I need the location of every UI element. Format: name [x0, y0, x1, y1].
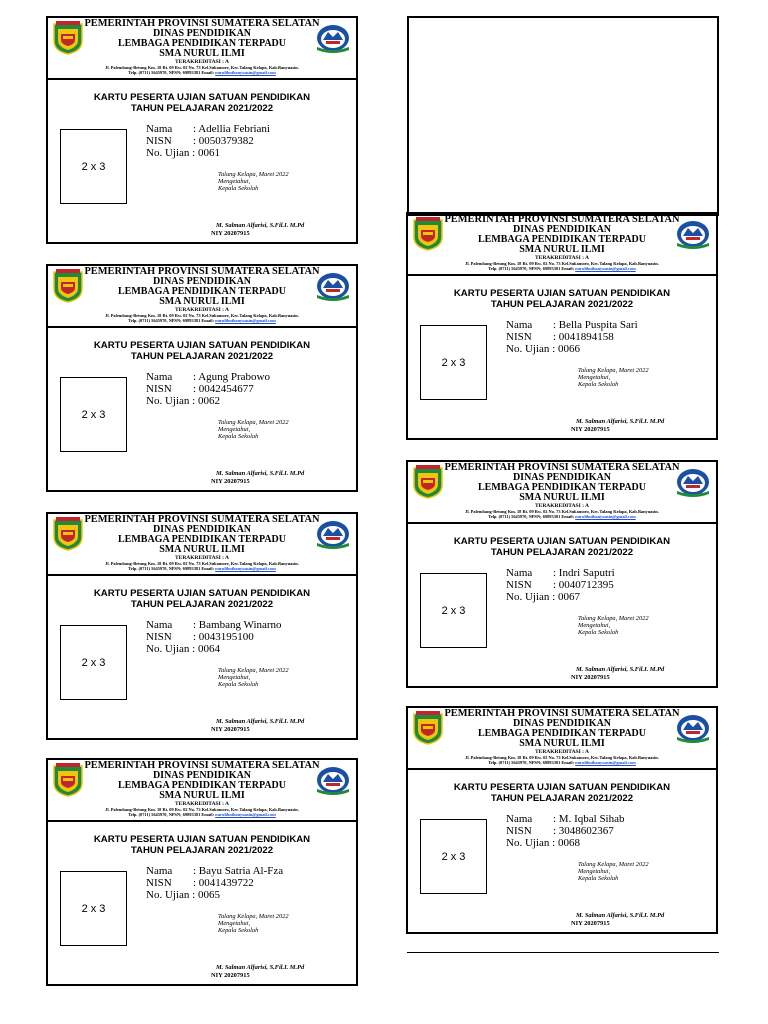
place-date: Talang Kelapa, Maret 2022: [218, 667, 289, 674]
card-body: [48, 576, 356, 738]
school-address: Jl. Palembang-Betung Km. 18 Rt. 09 Rw. 02 No. 73 Kel.Sukamoro, Kec.Talang Kelapa, Kab.Banyuasin.: [105, 807, 299, 812]
nisn-label: NISN: [506, 825, 532, 837]
exam-card-6: [406, 460, 718, 688]
student-nisn-row: [146, 383, 254, 395]
principal-name: M. Salman Alfarisi, S.Fil.I. M.Pd: [216, 470, 305, 477]
name-label: Nama: [146, 123, 173, 135]
student-nisn-row: [506, 579, 614, 591]
student-exam-number: 0062: [197, 395, 220, 407]
nisn-label: NISN: [506, 579, 532, 591]
card-body: [48, 328, 356, 490]
school-contact: [48, 318, 356, 323]
student-name: : M. Iqbal Sihab: [553, 813, 625, 825]
student-nisn-row: [146, 135, 254, 147]
card-title: KARTU PESERTA UJIAN SATUAN PENDIDIKAN: [93, 92, 311, 103]
letterhead-line-2: DINAS PENDIDIKAN: [512, 472, 612, 483]
card-body: [408, 276, 716, 438]
exam-number-label: No. Ujian :: [146, 147, 198, 159]
student-name-row: [146, 865, 283, 877]
letterhead-line-2: DINAS PENDIDIKAN: [512, 224, 612, 235]
student-name-row: [506, 319, 638, 331]
card-letterhead: [48, 266, 356, 328]
exam-card-1: [46, 16, 358, 244]
card-letterhead: [408, 214, 716, 276]
accreditation: TERAKREDITASI : A: [175, 59, 229, 65]
acknowledged-label: Mengetahui,: [218, 674, 251, 681]
card-year: TAHUN PELAJARAN 2021/2022: [490, 299, 634, 310]
school-email-link[interactable]: nurulilmibanyuasin@gmail.com: [215, 318, 276, 323]
card-letterhead: [48, 760, 356, 822]
student-name-row: [146, 371, 270, 383]
school-contact: [48, 566, 356, 571]
card-body: [48, 822, 356, 984]
letterhead-line-3: LEMBAGA PENDIDIKAN TERPADU: [478, 482, 646, 493]
principal-title: Kepala Sekolah: [218, 927, 259, 934]
accreditation: TERAKREDITASI : A: [535, 503, 589, 509]
card-title: KARTU PESERTA UJIAN SATUAN PENDIDIKAN: [93, 834, 311, 845]
student-nisn-row: [506, 825, 614, 837]
principal-name: M. Salman Alfarisi, S.Fil.I. M.Pd: [576, 666, 665, 673]
principal-name: M. Salman Alfarisi, S.Fil.I. M.Pd: [576, 418, 665, 425]
school-address: Jl. Palembang-Betung Km. 18 Rt. 09 Rw. 02 No. 73 Kel.Sukamoro, Kec.Talang Kelapa, Kab.Banyuasin.: [465, 509, 659, 514]
letterhead-line-3: LEMBAGA PENDIDIKAN TERPADU: [118, 286, 286, 297]
student-name: : Bambang Winarno: [193, 619, 282, 631]
student-exam-number: 0067: [557, 591, 580, 603]
place-date: Talang Kelapa, Maret 2022: [578, 367, 649, 374]
principal-niy: NIY 20207915: [571, 920, 610, 927]
letterhead-line-1: PEMERINTAH PROVINSI SUMATERA SELATAN: [84, 18, 320, 29]
student-nisn-row: [146, 631, 254, 643]
student-name: : Indri Saputri: [553, 567, 615, 579]
school-contact: [408, 760, 716, 765]
letterhead-line-1: PEMERINTAH PROVINSI SUMATERA SELATAN: [84, 514, 320, 525]
place-date: Talang Kelapa, Maret 2022: [218, 913, 289, 920]
letterhead-line-2: DINAS PENDIDIKAN: [152, 524, 252, 535]
exam-card-3: [46, 512, 358, 740]
school-name: SMA NURUL ILMI: [519, 492, 605, 503]
student-nisn: : 0043195100: [193, 631, 254, 643]
student-exam-row: [506, 837, 580, 849]
principal-niy: NIY 20207915: [211, 478, 250, 485]
card-letterhead: [48, 18, 356, 80]
name-label: Nama: [146, 865, 173, 877]
photo-placeholder: 2 x 3: [60, 871, 127, 946]
exam-card-7: [406, 706, 718, 934]
letterhead-line-1: PEMERINTAH PROVINSI SUMATERA SELATAN: [444, 462, 680, 473]
student-name-row: [146, 123, 270, 135]
name-label: Nama: [506, 319, 533, 331]
letterhead-line-3: LEMBAGA PENDIDIKAN TERPADU: [118, 534, 286, 545]
card-body: [48, 80, 356, 242]
exam-number-label: No. Ujian :: [146, 643, 198, 655]
photo-placeholder: 2 x 3: [60, 377, 127, 452]
exam-card-2: [46, 264, 358, 492]
contact-text: Telp. (0711) 5645970, NPSN; 69893381 Email:: [488, 514, 575, 519]
name-label: Nama: [146, 619, 173, 631]
acknowledged-label: Mengetahui,: [578, 622, 611, 629]
acknowledged-label: Mengetahui,: [218, 178, 251, 185]
student-name-row: [146, 619, 282, 631]
card-year: TAHUN PELAJARAN 2021/2022: [130, 845, 274, 856]
school-name: SMA NURUL ILMI: [159, 48, 245, 59]
principal-name: M. Salman Alfarisi, S.Fil.I. M.Pd: [576, 912, 665, 919]
card-title: KARTU PESERTA UJIAN SATUAN PENDIDIKAN: [93, 340, 311, 351]
school-address: Jl. Palembang-Betung Km. 18 Rt. 09 Rw. 02 No. 73 Kel.Sukamoro, Kec.Talang Kelapa, Kab.Banyuasin.: [465, 755, 659, 760]
school-contact: [408, 266, 716, 271]
accreditation: TERAKREDITASI : A: [175, 801, 229, 807]
letterhead-line-3: LEMBAGA PENDIDIKAN TERPADU: [478, 728, 646, 739]
card-year: TAHUN PELAJARAN 2021/2022: [490, 793, 634, 804]
letterhead-line-1: PEMERINTAH PROVINSI SUMATERA SELATAN: [84, 266, 320, 277]
exam-number-label: No. Ujian :: [506, 837, 558, 849]
name-label: Nama: [506, 813, 533, 825]
nisn-label: NISN: [146, 383, 172, 395]
nisn-label: NISN: [146, 877, 172, 889]
acknowledged-label: Mengetahui,: [578, 374, 611, 381]
exam-card-5: [406, 212, 718, 440]
letterhead-line-2: DINAS PENDIDIKAN: [152, 770, 252, 781]
photo-placeholder: 2 x 3: [60, 625, 127, 700]
contact-text: Telp. (0711) 5645970, NPSN; 69893381 Email:: [488, 266, 575, 271]
card-title: KARTU PESERTA UJIAN SATUAN PENDIDIKAN: [453, 288, 671, 299]
contact-text: Telp. (0711) 5645970, NPSN; 69893381 Email:: [128, 812, 215, 817]
student-exam-number: 0065: [197, 889, 220, 901]
school-email-link[interactable]: nurulilmibanyuasin@gmail.com: [215, 566, 276, 571]
student-exam-number: 0066: [557, 343, 580, 355]
student-exam-row: [506, 591, 580, 603]
school-contact: [408, 514, 716, 519]
school-address: Jl. Palembang-Betung Km. 18 Rt. 09 Rw. 02 No. 73 Kel.Sukamoro, Kec.Talang Kelapa, Kab.Banyuasin.: [105, 65, 299, 70]
photo-placeholder: 2 x 3: [420, 573, 487, 648]
nisn-label: NISN: [146, 135, 172, 147]
place-date: Talang Kelapa, Maret 2022: [578, 861, 649, 868]
accreditation: TERAKREDITASI : A: [175, 307, 229, 313]
student-nisn: : 0050379382: [193, 135, 254, 147]
card-year: TAHUN PELAJARAN 2021/2022: [490, 547, 634, 558]
card-year: TAHUN PELAJARAN 2021/2022: [130, 351, 274, 362]
letterhead-line-3: LEMBAGA PENDIDIKAN TERPADU: [118, 780, 286, 791]
card-letterhead: [48, 514, 356, 576]
card-year: TAHUN PELAJARAN 2021/2022: [130, 599, 274, 610]
place-date: Talang Kelapa, Maret 2022: [218, 171, 289, 178]
student-exam-row: [146, 889, 220, 901]
exam-card-4: [46, 758, 358, 986]
principal-title: Kepala Sekolah: [578, 381, 619, 388]
student-exam-row: [506, 343, 580, 355]
principal-name: M. Salman Alfarisi, S.Fil.I. M.Pd: [216, 718, 305, 725]
contact-text: Telp. (0711) 5645970, NPSN; 69893381 Email:: [128, 70, 215, 75]
exam-number-label: No. Ujian :: [146, 889, 198, 901]
student-name: : Bayu Satria Al-Fza: [193, 865, 284, 877]
exam-number-label: No. Ujian :: [506, 343, 558, 355]
principal-niy: NIY 20207915: [211, 972, 250, 979]
nisn-label: NISN: [146, 631, 172, 643]
student-nisn: : 0042454677: [193, 383, 254, 395]
letterhead-line-2: DINAS PENDIDIKAN: [512, 718, 612, 729]
principal-name: M. Salman Alfarisi, S.Fil.I. M.Pd: [216, 964, 305, 971]
photo-placeholder: 2 x 3: [420, 325, 487, 400]
photo-placeholder: 2 x 3: [60, 129, 127, 204]
principal-niy: NIY 20207915: [571, 674, 610, 681]
contact-text: Telp. (0711) 5645970, NPSN; 69893381 Email:: [488, 760, 575, 765]
place-date: Talang Kelapa, Maret 2022: [578, 615, 649, 622]
school-email-link[interactable]: nurulilmibanyuasin@gmail.com: [575, 760, 636, 765]
card-title: KARTU PESERTA UJIAN SATUAN PENDIDIKAN: [453, 782, 671, 793]
school-name: SMA NURUL ILMI: [519, 244, 605, 255]
card-letterhead: [408, 708, 716, 770]
student-nisn: : 0041439722: [193, 877, 254, 889]
card-title: KARTU PESERTA UJIAN SATUAN PENDIDIKAN: [93, 588, 311, 599]
letterhead-line-3: LEMBAGA PENDIDIKAN TERPADU: [478, 234, 646, 245]
letterhead-line-2: DINAS PENDIDIKAN: [152, 276, 252, 287]
accreditation: TERAKREDITASI : A: [175, 555, 229, 561]
contact-text: Telp. (0711) 5645970, NPSN; 69893381 Email:: [128, 566, 215, 571]
letterhead-line-1: PEMERINTAH PROVINSI SUMATERA SELATAN: [84, 760, 320, 771]
student-name: : Adellia Febriani: [193, 123, 270, 135]
school-name: SMA NURUL ILMI: [159, 790, 245, 801]
principal-niy: NIY 20207915: [571, 426, 610, 433]
student-nisn: : 0041894158: [553, 331, 614, 343]
school-contact: [48, 70, 356, 75]
student-nisn-row: [506, 331, 614, 343]
student-nisn: : 0040712395: [553, 579, 614, 591]
divider-line: [407, 952, 719, 953]
card-body: [408, 524, 716, 686]
school-email-link[interactable]: nurulilmibanyuasin@gmail.com: [215, 70, 276, 75]
accreditation: TERAKREDITASI : A: [535, 255, 589, 261]
student-name: : Agung Prabowo: [193, 371, 270, 383]
acknowledged-label: Mengetahui,: [218, 426, 251, 433]
school-name: SMA NURUL ILMI: [519, 738, 605, 749]
principal-title: Kepala Sekolah: [218, 433, 259, 440]
principal-title: Kepala Sekolah: [578, 875, 619, 882]
student-exam-number: 0061: [197, 147, 220, 159]
student-name: : Bella Puspita Sari: [553, 319, 638, 331]
principal-niy: NIY 20207915: [211, 230, 250, 237]
exam-number-label: No. Ujian :: [146, 395, 198, 407]
student-name-row: [506, 813, 625, 825]
acknowledged-label: Mengetahui,: [578, 868, 611, 875]
acknowledged-label: Mengetahui,: [218, 920, 251, 927]
school-email-link[interactable]: nurulilmibanyuasin@gmail.com: [215, 812, 276, 817]
student-exam-row: [146, 395, 220, 407]
student-exam-number: 0064: [197, 643, 220, 655]
letterhead-line-2: DINAS PENDIDIKAN: [152, 28, 252, 39]
student-nisn: : 3048602367: [553, 825, 614, 837]
school-email-link[interactable]: nurulilmibanyuasin@gmail.com: [575, 266, 636, 271]
student-exam-number: 0068: [557, 837, 580, 849]
contact-text: Telp. (0711) 5645970, NPSN; 69893381 Email:: [128, 318, 215, 323]
name-label: Nama: [506, 567, 533, 579]
card-body: [408, 770, 716, 932]
school-name: SMA NURUL ILMI: [159, 544, 245, 555]
empty-card-slot: [407, 16, 719, 216]
letterhead-line-1: PEMERINTAH PROVINSI SUMATERA SELATAN: [444, 214, 680, 225]
principal-title: Kepala Sekolah: [578, 629, 619, 636]
school-address: Jl. Palembang-Betung Km. 18 Rt. 09 Rw. 02 No. 73 Kel.Sukamoro, Kec.Talang Kelapa, Kab.Banyuasin.: [105, 313, 299, 318]
school-address: Jl. Palembang-Betung Km. 18 Rt. 09 Rw. 02 No. 73 Kel.Sukamoro, Kec.Talang Kelapa, Kab.Banyuasin.: [105, 561, 299, 566]
student-name-row: [506, 567, 615, 579]
place-date: Talang Kelapa, Maret 2022: [218, 419, 289, 426]
principal-title: Kepala Sekolah: [218, 681, 259, 688]
student-exam-row: [146, 643, 220, 655]
school-contact: [48, 812, 356, 817]
student-exam-row: [146, 147, 220, 159]
nisn-label: NISN: [506, 331, 532, 343]
principal-niy: NIY 20207915: [211, 726, 250, 733]
school-address: Jl. Palembang-Betung Km. 18 Rt. 09 Rw. 02 No. 73 Kel.Sukamoro, Kec.Talang Kelapa, Kab.Banyuasin.: [465, 261, 659, 266]
card-year: TAHUN PELAJARAN 2021/2022: [130, 103, 274, 114]
card-letterhead: [408, 462, 716, 524]
school-email-link[interactable]: nurulilmibanyuasin@gmail.com: [575, 514, 636, 519]
principal-name: M. Salman Alfarisi, S.Fil.I. M.Pd: [216, 222, 305, 229]
photo-placeholder: 2 x 3: [420, 819, 487, 894]
student-nisn-row: [146, 877, 254, 889]
letterhead-line-3: LEMBAGA PENDIDIKAN TERPADU: [118, 38, 286, 49]
school-name: SMA NURUL ILMI: [159, 296, 245, 307]
accreditation: TERAKREDITASI : A: [535, 749, 589, 755]
principal-title: Kepala Sekolah: [218, 185, 259, 192]
exam-number-label: No. Ujian :: [506, 591, 558, 603]
letterhead-line-1: PEMERINTAH PROVINSI SUMATERA SELATAN: [444, 708, 680, 719]
name-label: Nama: [146, 371, 173, 383]
card-title: KARTU PESERTA UJIAN SATUAN PENDIDIKAN: [453, 536, 671, 547]
